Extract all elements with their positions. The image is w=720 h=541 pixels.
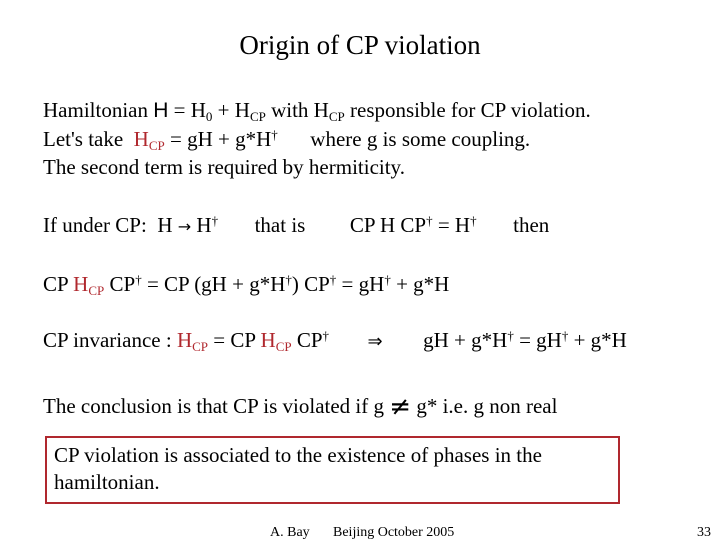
text: H <box>157 213 173 237</box>
text: CP <box>296 328 323 352</box>
highlight-box-text: CP violation is associated to the existence of phases in the hamiltonian. <box>54 443 542 494</box>
slide-title: Origin of CP violation <box>239 30 481 60</box>
text: CP <box>109 272 136 296</box>
text: Let's take <box>43 127 124 151</box>
subscript: CP <box>249 109 266 124</box>
dagger: † <box>271 127 278 142</box>
dagger: † <box>211 213 219 228</box>
footer-event: Beijing October 2005 <box>333 525 455 540</box>
definition-line <box>43 126 530 152</box>
text: + g*H <box>396 272 450 296</box>
text: g* i.e. g non real <box>416 394 558 418</box>
hcp-symbol: $H_{CP}$ <box>260 328 292 354</box>
text: = gH <box>341 272 385 296</box>
dagger: † <box>561 328 569 343</box>
text: If under CP: <box>43 213 147 237</box>
hamiltonian-symbol: H <box>153 99 169 122</box>
text: H <box>196 213 212 237</box>
cp-invariance-line <box>43 327 627 355</box>
not-equal-icon: ≠ <box>389 392 412 422</box>
text: = H <box>437 213 471 237</box>
text: = gH + g*H <box>170 127 272 151</box>
footer-page-number: 33 <box>697 525 711 540</box>
dagger: † <box>507 328 514 343</box>
text: ) CP <box>291 272 330 296</box>
text: CP invariance : <box>43 328 177 352</box>
conclusion-line <box>43 392 558 422</box>
dagger: † <box>135 272 142 287</box>
arrow-icon: → <box>177 217 192 236</box>
text: Hamiltonian <box>43 98 148 122</box>
text: + H <box>217 98 250 122</box>
hermiticity-line: The second term is required by hermiticity. <box>43 155 405 179</box>
text: with H <box>271 98 329 122</box>
text: CP H CP <box>349 213 427 237</box>
text: gH + g*H <box>423 328 508 352</box>
text: = H <box>173 98 206 122</box>
text: CP <box>43 272 68 296</box>
dagger: † <box>384 272 391 287</box>
hcp-symbol: $H_{CP}$ <box>73 272 105 298</box>
dagger: † <box>426 213 433 228</box>
hcp-symbol: $H_{CP}$ <box>176 328 209 354</box>
cp-transform-line <box>43 212 549 240</box>
footer-author: A. Bay <box>270 525 310 540</box>
text: then <box>513 213 550 237</box>
text: = CP (gH + g*H <box>146 272 286 296</box>
implies-icon: ⇒ <box>367 331 383 352</box>
dagger: † <box>285 272 292 287</box>
text: = gH <box>519 328 562 352</box>
hamiltonian-line <box>43 97 591 124</box>
text: that is <box>254 213 306 237</box>
subscript: 0 <box>205 109 213 124</box>
cp-hcp-line <box>43 271 449 297</box>
text: The conclusion is that CP is violated if g <box>43 394 385 418</box>
text: responsible for CP violation. <box>350 98 591 122</box>
subscript: CP <box>328 109 345 124</box>
text: = CP <box>213 328 256 352</box>
dagger: † <box>322 328 330 343</box>
dagger: † <box>329 272 337 287</box>
text: + g*H <box>573 328 627 352</box>
dagger: † <box>470 213 477 228</box>
hcp-symbol: $H_{CP}$ <box>133 127 165 153</box>
text: where g is some coupling. <box>310 127 531 151</box>
